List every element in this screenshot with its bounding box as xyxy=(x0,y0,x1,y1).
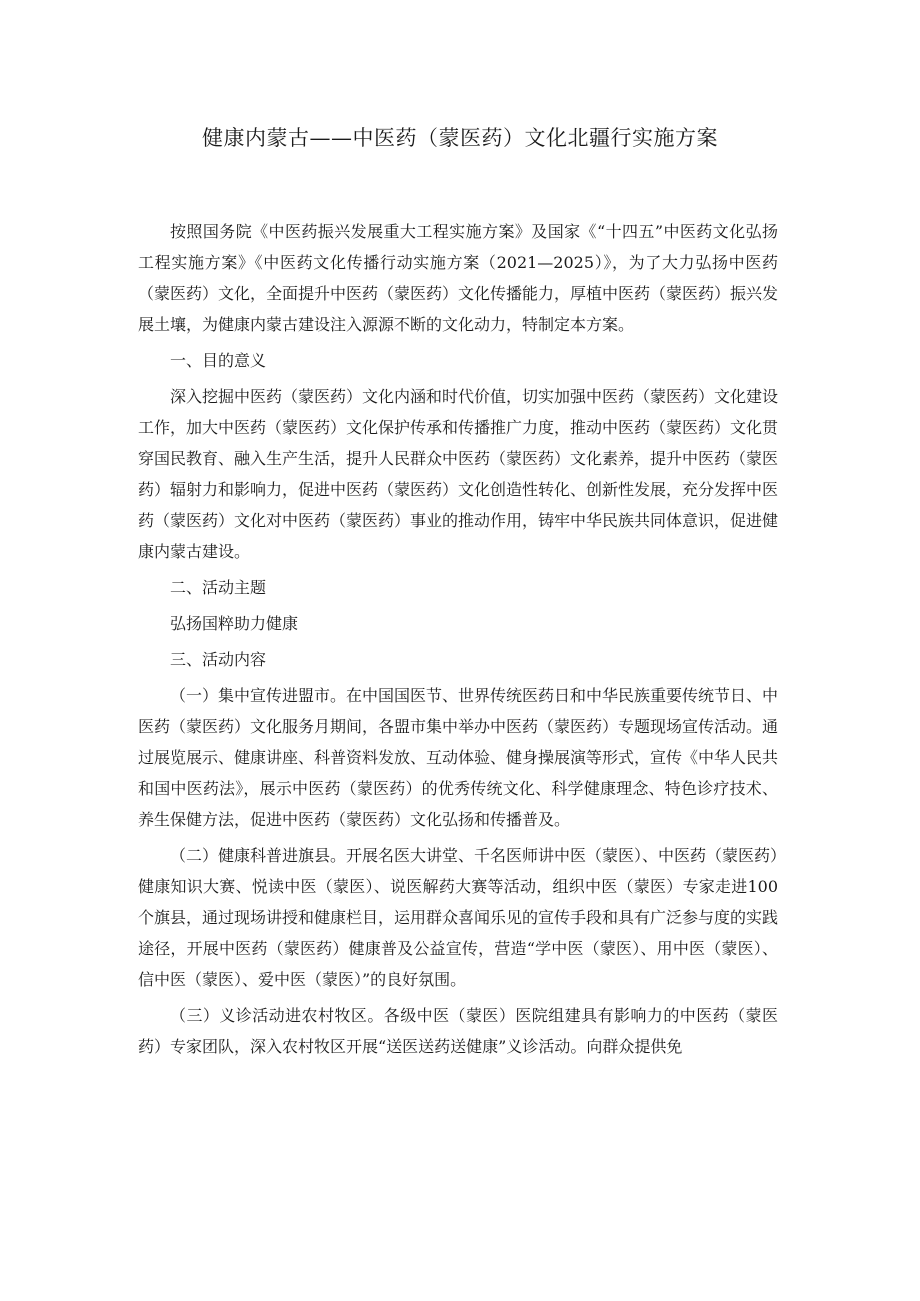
content-item-2: （二）健康科普进旗县。开展名医大讲堂、千名医师讲中医（蒙医）、中医药（蒙医药）健康知识大赛、悦读中医（蒙医）、说医解药大赛等活动，组织中医（蒙医）专家走进100个旗县，通过现场讲授和健康栏目，运用群众喜闻乐见的宣传手段和具有广泛参与度的实践途径，开展中医药（蒙医药）健康普及公益宣传，营造“学中医（蒙医）、用中医（蒙医）、信中医（蒙医）、爱中医（蒙医）”的良好氛围。 xyxy=(138,846,779,989)
theme-text: 弘扬国粹助力健康 xyxy=(170,614,299,633)
document-body xyxy=(138,216,778,1062)
section-heading-purpose: 一、目的意义 xyxy=(170,351,267,370)
content-item-1: （一）集中宣传进盟市。在中国国医节、世界传统医药日和中华民族重要传统节日、中医药（蒙医药）文化服务月期间，各盟市集中举办中医药（蒙医药）专题现场宣传活动。通过展览展示、健康讲座、科普资料发放、互动体验、健身操展演等形式，宣传《中华人民共和国中医药法》，展示中医药（蒙医药）的优秀传统文化、科学健康理念、特色诊疗技术、养生保健方法，促进中医药（蒙医药）文化弘扬和传播普及。 xyxy=(138,686,779,829)
section-heading-content: 三、活动内容 xyxy=(170,650,267,669)
content-item-3: （三）义诊活动进农村牧区。各级中医（蒙医）医院组建具有影响力的中医药（蒙医药）专家团队，深入农村牧区开展“送医送药送健康”义诊活动。向群众提供免 xyxy=(138,1006,778,1056)
intro-paragraph: 按照国务院《中医药振兴发展重大工程实施方案》及国家《“十四五”中医药文化弘扬工程实施方案》《中医药文化传播行动实施方案（2021—2025）》，为了大力弘扬中医药（蒙医药）文化，全面提升中医药（蒙医药）文化传播能力，厚植中医药（蒙医药）振兴发展土壤，为健康内蒙古建设注入源源不断的文化动力，特制定本方案。 xyxy=(138,222,779,334)
purpose-paragraph: 深入挖掘中医药（蒙医药）文化内涵和时代价值，切实加强中医药（蒙医药）文化建设工作，加大中医药（蒙医药）文化保护传承和传播推广力度，推动中医药（蒙医药）文化贯穿国民教育、融入生产生活，提升人民群众中医药（蒙医药）文化素养，提升中医药（蒙医药）辐射力和影响力，促进中医药（蒙医药）文化创造性转化、创新性发展，充分发挥中医药（蒙医药）文化对中医药（蒙医药）事业的推动作用，铸牢中华民族共同体意识，促进健康内蒙古建设。 xyxy=(138,387,779,561)
document-title: 健康内蒙古——中医药（蒙医药）文化北疆行实施方案 xyxy=(202,126,718,150)
section-heading-theme: 二、活动主题 xyxy=(170,578,267,597)
